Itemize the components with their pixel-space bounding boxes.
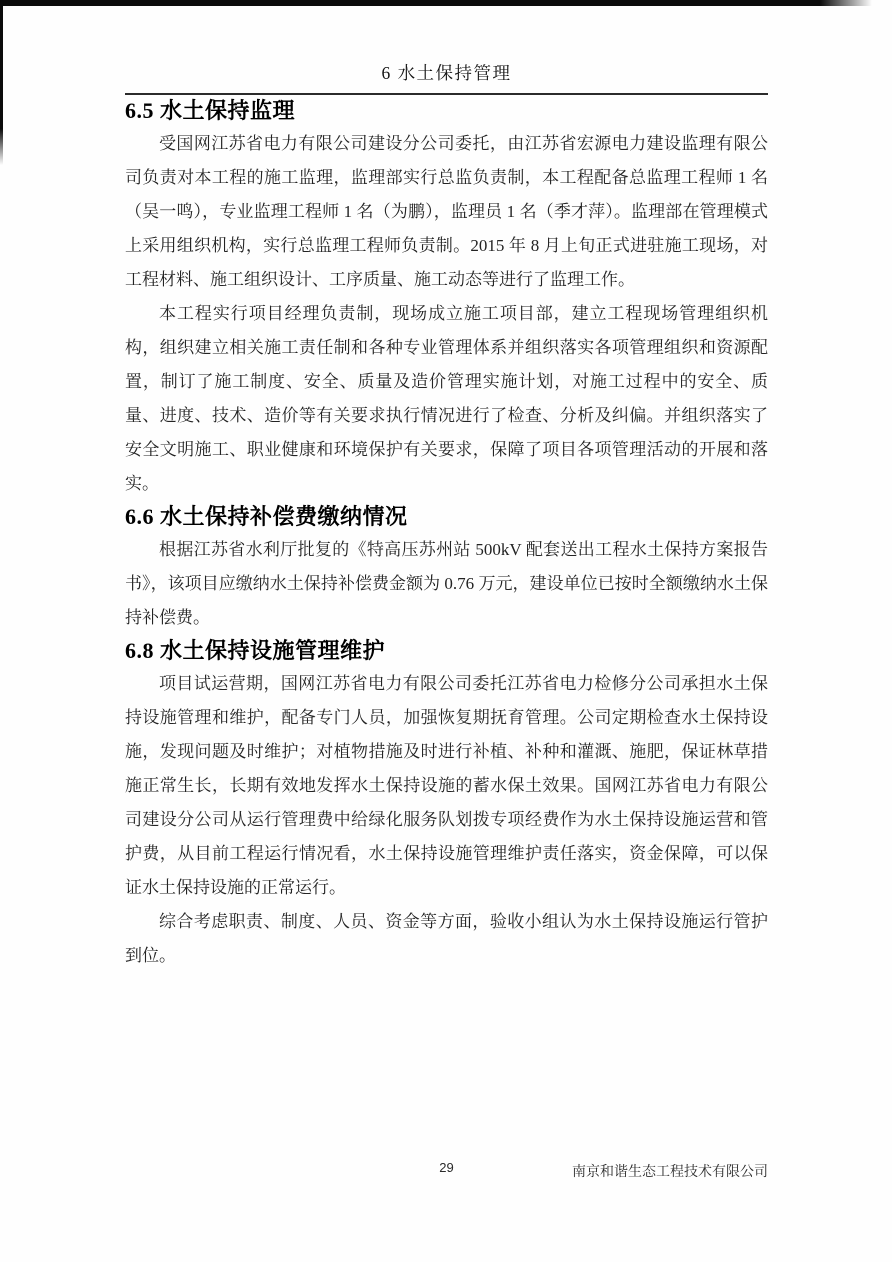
paragraph: 受国网江苏省电力有限公司建设分公司委托，由江苏省宏源电力建设监理有限公司负责对本工程的施工监理，监理部实行总监负责制，本工程配备总监理工程师 1 名（吴一鸣），专业监理工程师 1 名（为鹏），监理员 1 名（季才萍）。监理部在管理模式上采用组织机构，实行总监理工程师负责制。2015 年 8 月上旬正式进驻施工现场，对工程材料、施工组织设计、工序质量、施工动态等进行了监理工作。	[125, 134, 768, 289]
paragraph: 根据江苏省水利厅批复的《特高压苏州站 500kV 配套送出工程水土保持方案报告书》，该项目应缴纳水土保持补偿费金额为 0.76 万元，建设单位已按时全额缴纳水土保持补偿费。	[125, 540, 768, 627]
running-header	[125, 0, 768, 95]
paragraph: 综合考虑职责、制度、人员、资金等方面，验收小组认为水土保持设施运行管护到位。	[125, 912, 768, 965]
paragraph: 本工程实行项目经理负责制，现场成立施工项目部，建立工程现场管理组织机构，组织建立相关施工责任制和各种专业管理体系并组织落实各项管理组织和资源配置，制订了施工制度、安全、质量及造价管理实施计划，对施工过程中的安全、质量、进度、技术、造价等有关要求执行情况进行了检查、分析及纠偏。并组织落实了安全文明施工、职业健康和环境保护有关要求，保障了项目各项管理活动的开展和落实。	[125, 304, 768, 493]
page-content	[125, 0, 768, 973]
section-heading-6-5: 6.5 水土保持监理	[125, 98, 296, 123]
footer-company-name: 南京和谐生态工程技术有限公司	[572, 1165, 768, 1180]
paragraph: 项目试运营期，国网江苏省电力有限公司委托江苏省电力检修分公司承担水土保持设施管理和维护，配备专门人员，加强恢复期抚育管理。公司定期检查水土保持设施，发现问题及时维护；对植物措施及时进行补植、补种和灌溉、施肥，保证林草措施正常生长，长期有效地发挥水土保持设施的蓄水保土效果。国网江苏省电力有限公司建设分公司从运行管理费中给绿化服务队划拨专项经费作为水土保持设施运营和管护费，从目前工程运行情况看，水土保持设施管理维护责任落实，资金保障，可以保证水土保持设施的正常运行。	[125, 674, 768, 897]
section-heading-6-8: 6.8 水土保持设施管理维护	[125, 638, 386, 663]
running-header-title: 6 水土保持管理	[381, 63, 512, 83]
section-heading-6-6: 6.6 水土保持补偿费缴纳情况	[125, 504, 408, 529]
scan-edge-left	[0, 0, 3, 165]
page-number: 29	[439, 1160, 454, 1175]
page-footer	[125, 1160, 768, 1184]
